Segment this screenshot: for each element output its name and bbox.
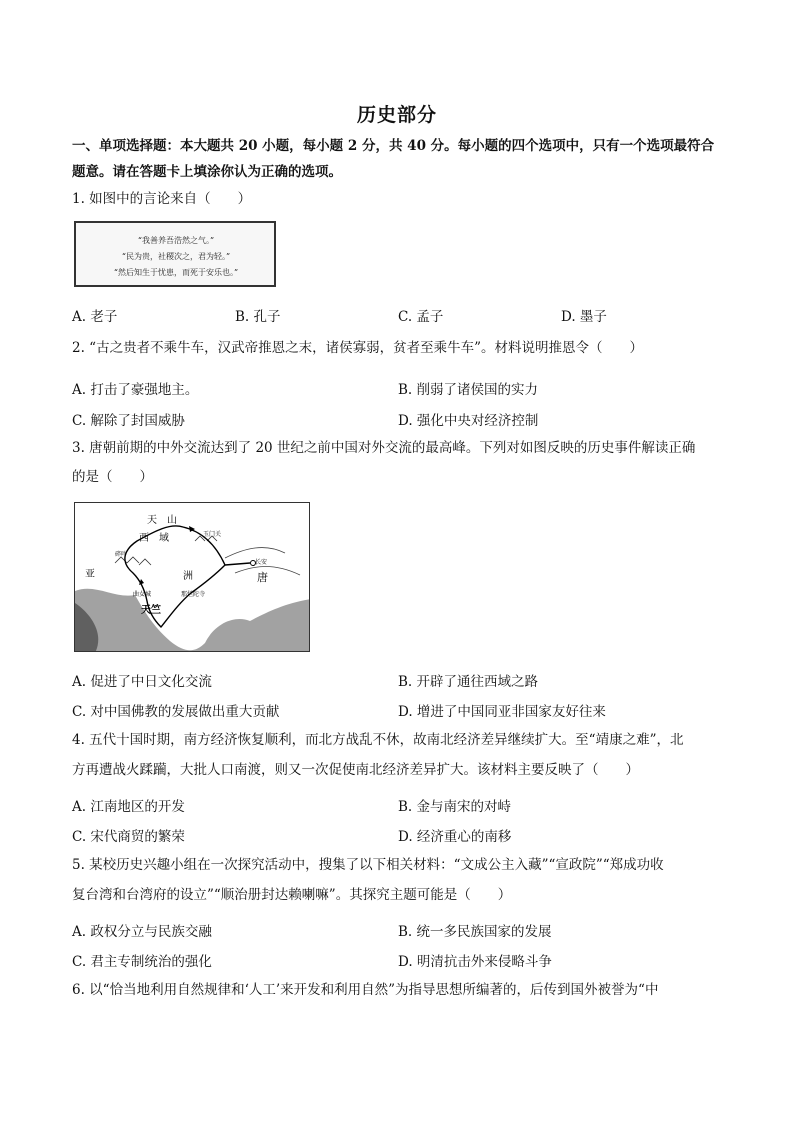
quote-line-3: “然后知生于忧患，而死于安乐也。” — [113, 268, 239, 277]
question-4-options-row2 — [72, 825, 724, 845]
option-d[interactable]: D. 经济重心的南移 — [398, 829, 512, 845]
question-5-stem-line1: 5. 某校历史兴趣小组在一次探究活动中，搜集了以下相关材料：“文成公主入藏”“宣政院”“郑成功收 — [72, 857, 664, 873]
question-1-options — [72, 305, 724, 325]
map-label-suiye: 碎叶 — [115, 551, 128, 558]
quote-line-1: “我善养吾浩然之气。” — [137, 236, 215, 245]
question-5-options-row1 — [72, 920, 724, 940]
map-label-yumen: 玉门关 — [203, 531, 222, 538]
option-b[interactable]: B. 孔子 — [235, 309, 281, 325]
option-c[interactable]: C. 孟子 — [398, 309, 444, 325]
map-label-zhou: 洲 — [183, 571, 193, 582]
option-a[interactable]: A. 江南地区的开发 — [72, 799, 185, 815]
option-c[interactable]: C. 对中国佛教的发展做出重大贡献 — [72, 704, 280, 720]
option-a[interactable]: A. 打击了豪强地主。 — [72, 382, 199, 398]
question-1-stem: 1. 如图中的言论来自（ ） — [72, 191, 252, 207]
map-label-xiyu: 西 域 — [139, 533, 169, 544]
option-b[interactable]: B. 开辟了通往西域之路 — [398, 674, 539, 690]
map-label-changan: 长安 — [255, 559, 268, 566]
question-4-stem-line1: 4. 五代十国时期，南方经济恢复顺利，而北方战乱不休，故南北经济差异继续扩大。至“靖康之难”，北 — [72, 732, 684, 748]
option-a[interactable]: A. 老子 — [72, 309, 118, 325]
question-2-stem: 2. “古之贵者不乘牛车，汉武帝推恩之末，诸侯寡弱，贫者至乘牛车”。材料说明推恩令（ ） — [72, 340, 643, 356]
question-1-quote-image — [74, 221, 276, 287]
question-5-options-row2 — [72, 950, 724, 970]
option-c[interactable]: C. 解除了封国威胁 — [72, 413, 185, 429]
option-c[interactable]: C. 宋代商贸的繁荣 — [72, 829, 185, 845]
question-3-stem-line1: 3. 唐朝前期的中外交流达到了 20 世纪之前中国对外交流的最高峰。下列对如图反映的历史事件解读正确 — [72, 440, 696, 456]
question-5-stem-line2: 复台湾和台湾府的设立”“顺治册封达赖喇嘛”。其探究主题可能是（ ） — [72, 887, 512, 903]
option-a[interactable]: A. 促进了中日文化交流 — [72, 674, 212, 690]
question-2-options-row1 — [72, 378, 724, 398]
question-2-options-row2 — [72, 409, 724, 429]
page-title: 历史部分 — [356, 104, 437, 126]
option-b[interactable]: B. 削弱了诸侯国的实力 — [398, 382, 539, 398]
option-b[interactable]: B. 统一多民族国家的发展 — [398, 924, 552, 940]
question-3-options-row1 — [72, 670, 724, 690]
map-label-ya: 亚 — [85, 569, 95, 580]
option-a[interactable]: A. 政权分立与民族交融 — [72, 924, 212, 940]
option-d[interactable]: D. 增进了中国同亚非国家友好往来 — [398, 704, 606, 720]
map-label-tang: 唐 — [257, 571, 268, 584]
map-label-tianzhu: 天竺 — [141, 605, 161, 616]
section-instructions-line2: 题意。请在答题卡上填涂你认为正确的选项。 — [72, 164, 342, 180]
option-c[interactable]: C. 君主专制统治的强化 — [72, 954, 212, 970]
question-3-stem-line2: 的是（ ） — [72, 469, 153, 485]
question-4-stem-line2: 方再遭战火蹂躏，大批人口南渡，则又一次促使南北经济差异扩大。该材料主要反映了（ ） — [72, 762, 639, 778]
option-d[interactable]: D. 强化中央对经济控制 — [398, 413, 539, 429]
section-instructions-line1: 一、单项选择题：本大题共 20 小题，每小题 2 分，共 40 分。每小题的四个选项中，只有一个选项最符合 — [72, 138, 715, 154]
option-d[interactable]: D. 明清抗击外来侵略斗争 — [398, 954, 552, 970]
question-3-map-image — [74, 502, 310, 652]
question-6-stem-line1: 6. 以“恰当地利用自然规律和‘人工’来开发和利用自然”为指导思想所编著的，后传到国外被誉为“中 — [72, 982, 659, 998]
quote-line-2: “民为贵，社稷次之，君为轻。” — [121, 252, 231, 261]
map-label-nalantuo: 那烂陀寺 — [181, 591, 206, 598]
option-b[interactable]: B. 金与南宋的对峙 — [398, 799, 512, 815]
map-label-qunv: 曲女城 — [133, 591, 152, 598]
question-3-options-row2 — [72, 700, 724, 720]
option-d[interactable]: D. 墨子 — [561, 309, 607, 325]
map-label-tianshan: 天 山 — [147, 515, 177, 526]
question-4-options-row1 — [72, 795, 724, 815]
